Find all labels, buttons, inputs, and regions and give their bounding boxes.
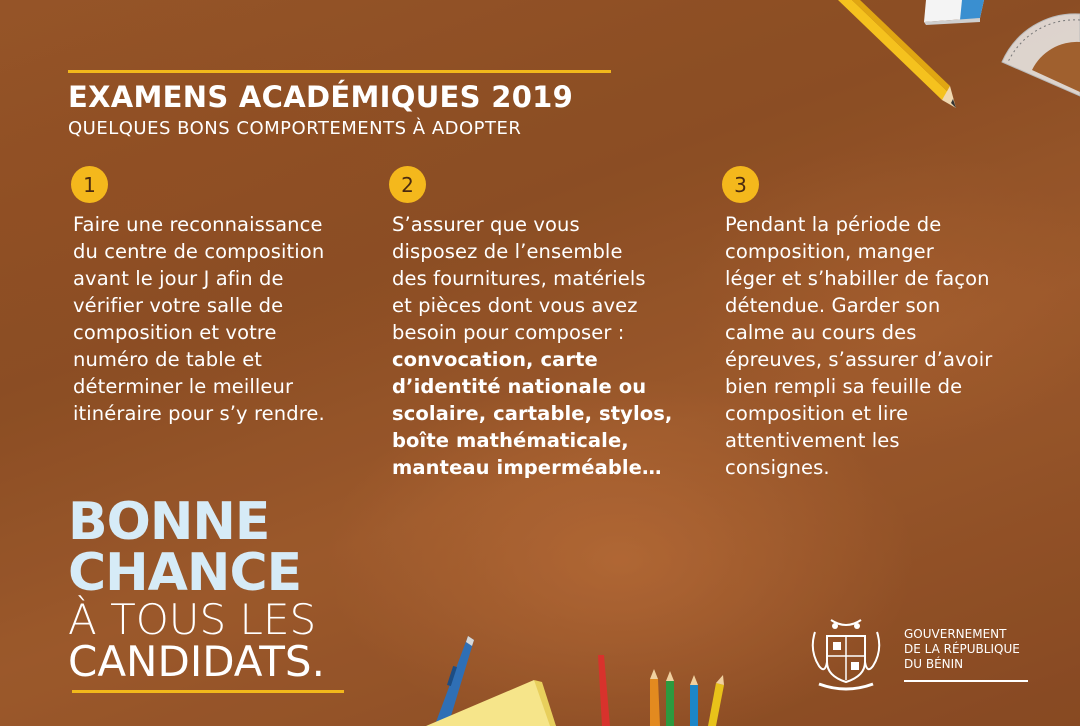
bold-text-line: boîte mathématicale, <box>392 429 629 452</box>
text-line: composition et lire <box>725 402 909 425</box>
text-line: composition, manger <box>725 240 934 263</box>
government-line: DE LA RÉPUBLIQUE <box>904 642 1020 656</box>
bold-text-line: d’identité nationale ou <box>392 375 647 398</box>
page-title: EXAMENS ACADÉMIQUES 2019 <box>68 80 574 114</box>
text-line: vérifier votre salle de <box>73 294 284 317</box>
government-rule <box>904 680 1028 682</box>
text-line: du centre de composition <box>73 240 325 263</box>
step-number-badge: 2 <box>389 166 426 203</box>
protractor-icon <box>988 4 1080 100</box>
notebook-icon <box>416 680 556 726</box>
bold-text-line: convocation, carte <box>392 348 598 371</box>
text-line: Faire une reconnaissance <box>73 213 323 236</box>
colored-pencils-icon <box>588 655 758 726</box>
government-line: GOUVERNEMENT <box>904 627 1007 641</box>
bold-text-line: scolaire, cartable, stylos, <box>392 402 673 425</box>
text-line: bien rempli sa feuille de <box>725 375 963 398</box>
step-number-badge: 3 <box>722 166 759 203</box>
government-label <box>904 627 1020 672</box>
step-number-badge: 1 <box>71 166 108 203</box>
text-line: itinéraire pour s’y rendre. <box>73 402 325 425</box>
text-line: avant le jour J afin de <box>73 267 284 290</box>
closing-a-tous-les: À TOUS LES <box>68 595 317 644</box>
step-2-text <box>392 211 702 481</box>
eraser-icon <box>922 0 988 26</box>
text-line: numéro de table et <box>73 348 263 371</box>
text-line: disposez de l’ensemble <box>392 240 623 263</box>
text-line: léger et s’habiller de façon <box>725 267 990 290</box>
text-line: épreuves, s’assurer d’avoir <box>725 348 993 371</box>
closing-chance: CHANCE <box>68 543 302 603</box>
closing-bonne: BONNE <box>68 492 270 552</box>
text-line: calme au cours des <box>725 321 917 344</box>
text-line: composition et votre <box>73 321 277 344</box>
text-line: détendue. Garder son <box>725 294 941 317</box>
text-line: consignes. <box>725 456 830 479</box>
text-line: déterminer le meilleur <box>73 375 294 398</box>
step-1-text <box>73 211 373 427</box>
text-line: des fournitures, matériels <box>392 267 646 290</box>
text-line: Pendant la période de <box>725 213 942 236</box>
closing-candidats: CANDIDATS. <box>68 637 325 686</box>
page-subtitle: QUELQUES BONS COMPORTEMENTS À ADOPTER <box>68 118 522 139</box>
text-line: S’assurer que vous <box>392 213 580 236</box>
closing-bottom-rule <box>72 690 344 693</box>
bold-text-line: manteau imperméable… <box>392 456 662 479</box>
text-line: et pièces dont vous avez <box>392 294 638 317</box>
text-line: attentivement les <box>725 429 900 452</box>
title-top-rule <box>68 70 611 73</box>
text-line: besoin pour composer : <box>392 321 625 344</box>
government-line: DU BÉNIN <box>904 657 964 671</box>
step-3-text <box>725 211 1045 481</box>
coat-of-arms-icon <box>805 616 887 694</box>
